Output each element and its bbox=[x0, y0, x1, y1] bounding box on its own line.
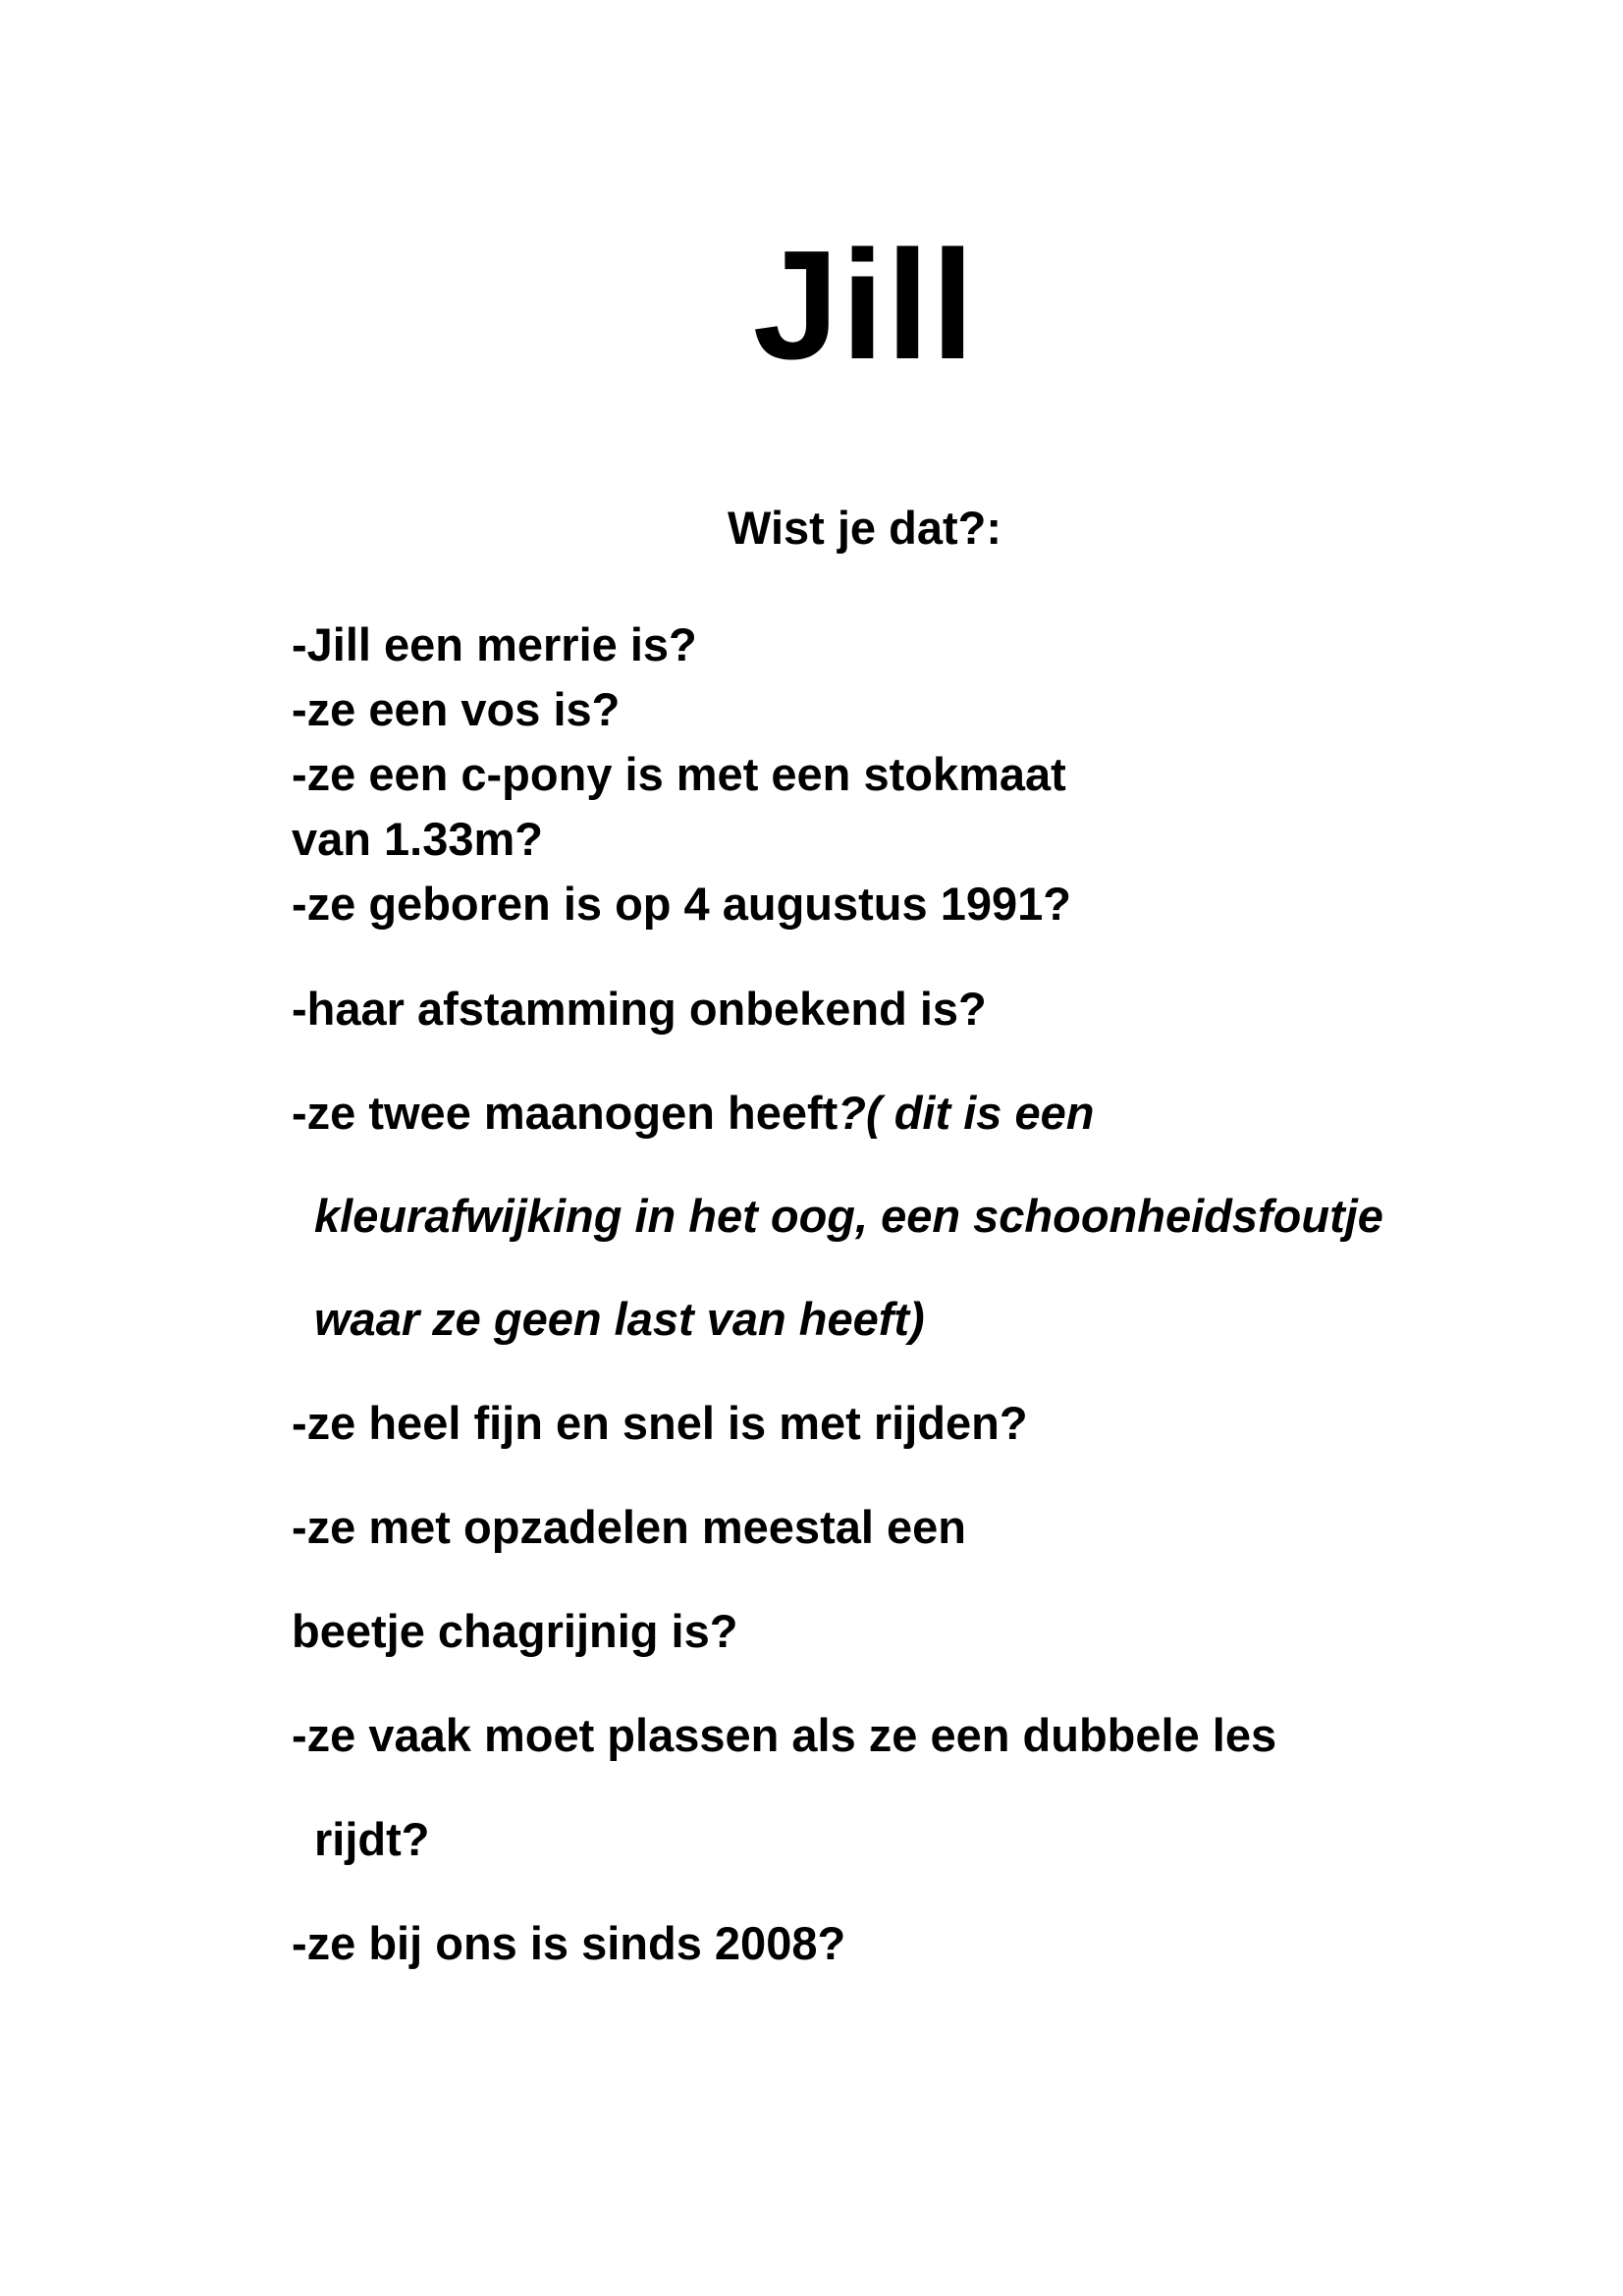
fact-line: -ze heel fijn en snel is met rijden? bbox=[292, 1397, 1028, 1449]
fact-line: -ze geboren is op 4 augustus 1991? bbox=[292, 878, 1071, 930]
fact-line: -ze met opzadelen meestal een bbox=[292, 1501, 966, 1553]
fact-line bbox=[292, 1087, 1095, 1139]
fact-line-italic-note: ?( dit is een bbox=[838, 1087, 1095, 1139]
fact-line: -haar afstamming onbekend is? bbox=[292, 983, 987, 1035]
fact-line-text: -ze twee maanogen heeft bbox=[292, 1087, 839, 1139]
fact-line-continuation: kleurafwijking in het oog, een schoonheidsfoutje bbox=[314, 1190, 1383, 1242]
page-title: Jill bbox=[752, 219, 977, 392]
page-subtitle: Wist je dat?: bbox=[728, 502, 1001, 554]
fact-line-continuation: van 1.33m? bbox=[292, 813, 544, 865]
fact-line: -Jill een merrie is? bbox=[292, 618, 697, 670]
fact-line: -ze vaak moet plassen als ze een dubbele les bbox=[292, 1709, 1277, 1761]
fact-line-continuation: rijdt? bbox=[314, 1813, 430, 1865]
fact-line-continuation: beetje chagrijnig is? bbox=[292, 1605, 738, 1657]
fact-line: -ze een vos is? bbox=[292, 683, 621, 735]
fact-line: -ze een c-pony is met een stokmaat bbox=[292, 748, 1066, 800]
fact-line-continuation: waar ze geen last van heeft) bbox=[314, 1293, 925, 1345]
fact-line: -ze bij ons is sinds 2008? bbox=[292, 1917, 846, 1969]
